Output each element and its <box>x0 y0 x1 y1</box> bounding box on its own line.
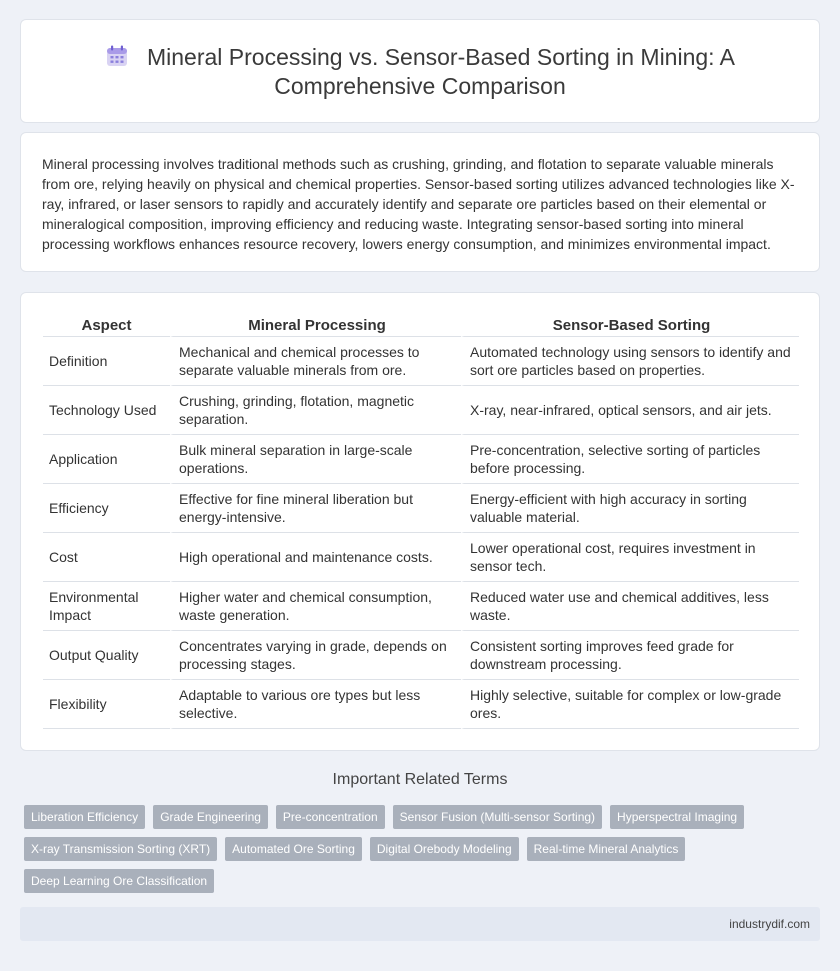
page-title <box>61 43 779 101</box>
related-term-tag[interactable]: Liberation Efficiency <box>24 805 145 829</box>
intro-paragraph: Mineral processing involves traditional methods such as crushing, grinding, and flotation to separate valuable minerals from ore, relying heavily on physical and chemical properties. Sensor-based sorting utilizes advanced technologies like X-ray, infrared, or laser sensors to rapidly and accurately identify and separate ore particles based on their elemental or mineralogical composition, improving efficiency and reducing waste. Integrating sensor-based sorting into mineral processing workflows enhances resource recovery, lowers energy consumption, and minimizes environmental impact. <box>42 156 795 252</box>
mineral-processing-cell: Effective for fine mineral liberation but energy-intensive. <box>170 484 461 533</box>
related-terms-list <box>24 805 784 893</box>
aspect-cell: Efficiency <box>43 484 170 533</box>
sensor-sorting-cell: Reduced water use and chemical additives, less waste. <box>461 582 799 631</box>
table-row <box>43 533 799 582</box>
sensor-sorting-cell: Automated technology using sensors to identify and sort ore particles based on properties. <box>461 337 799 386</box>
table-row <box>43 435 799 484</box>
sensor-sorting-cell: Energy-efficient with high accuracy in sorting valuable material. <box>461 484 799 533</box>
table-row <box>43 484 799 533</box>
related-term-tag[interactable]: X-ray Transmission Sorting (XRT) <box>24 837 217 861</box>
table-row <box>43 680 799 729</box>
comparison-table-card <box>20 292 820 751</box>
related-term-tag[interactable]: Deep Learning Ore Classification <box>24 869 214 893</box>
mineral-processing-cell: Crushing, grinding, flotation, magnetic separation. <box>170 386 461 435</box>
aspect-cell: Definition <box>43 337 170 386</box>
table-row <box>43 386 799 435</box>
footer-site-link[interactable]: industrydif.com <box>729 917 810 931</box>
sensor-sorting-cell: Lower operational cost, requires investment in sensor tech. <box>461 533 799 582</box>
mineral-processing-cell: Mechanical and chemical processes to separate valuable minerals from ore. <box>170 337 461 386</box>
header-aspect: Aspect <box>43 315 170 337</box>
mineral-processing-cell: High operational and maintenance costs. <box>170 533 461 582</box>
related-term-tag[interactable]: Pre-concentration <box>276 805 385 829</box>
sensor-sorting-cell: X-ray, near-infrared, optical sensors, and air jets. <box>461 386 799 435</box>
aspect-cell: Flexibility <box>43 680 170 729</box>
calendar-icon <box>105 44 129 68</box>
related-terms-title: Important Related Terms <box>332 771 508 788</box>
related-term-tag[interactable]: Real-time Mineral Analytics <box>527 837 686 861</box>
comparison-table <box>43 315 799 729</box>
mineral-processing-cell: Higher water and chemical consumption, waste generation. <box>170 582 461 631</box>
intro-card <box>20 132 820 272</box>
related-term-tag[interactable]: Hyperspectral Imaging <box>610 805 744 829</box>
aspect-cell: Output Quality <box>43 631 170 680</box>
table-row <box>43 337 799 386</box>
table-row <box>43 582 799 631</box>
sensor-sorting-cell: Consistent sorting improves feed grade for downstream processing. <box>461 631 799 680</box>
page-title-text: Mineral Processing vs. Sensor-Based Sorting in Mining: A Comprehensive Comparison <box>146 44 736 99</box>
mineral-processing-cell: Adaptable to various ore types but less selective. <box>170 680 461 729</box>
header-mineral-processing: Mineral Processing <box>170 315 461 337</box>
related-term-tag[interactable]: Automated Ore Sorting <box>225 837 362 861</box>
sensor-sorting-cell: Pre-concentration, selective sorting of particles before processing. <box>461 435 799 484</box>
aspect-cell: Technology Used <box>43 386 170 435</box>
aspect-cell: Cost <box>43 533 170 582</box>
aspect-cell: Environmental Impact <box>43 582 170 631</box>
mineral-processing-cell: Concentrates varying in grade, depends on processing stages. <box>170 631 461 680</box>
table-header-row <box>43 315 799 337</box>
related-term-tag[interactable]: Sensor Fusion (Multi-sensor Sorting) <box>393 805 602 829</box>
table-row <box>43 631 799 680</box>
title-card <box>20 19 820 123</box>
sensor-sorting-cell: Highly selective, suitable for complex or low-grade ores. <box>461 680 799 729</box>
mineral-processing-cell: Bulk mineral separation in large-scale operations. <box>170 435 461 484</box>
related-term-tag[interactable]: Digital Orebody Modeling <box>370 837 519 861</box>
footer <box>20 907 820 941</box>
related-term-tag[interactable]: Grade Engineering <box>153 805 268 829</box>
header-sensor-based-sorting: Sensor-Based Sorting <box>461 315 799 337</box>
aspect-cell: Application <box>43 435 170 484</box>
